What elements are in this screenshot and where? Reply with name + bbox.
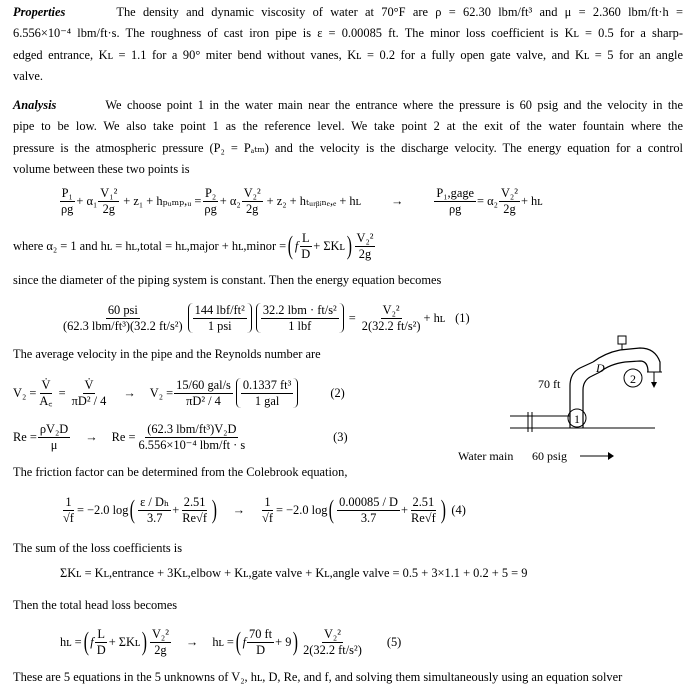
equation-5: hʟ = ( f $\frac{L}{D}$ + ΣKʟ ) $\frac{\text{V₂²}}{2g}$ → hʟ = ( f $\frac{70 ft}{D}$ + 9 ) $\frac{\text{V₂²}}{\text{2(32.2 ft/s²)}}$ (5) — [60, 627, 402, 657]
properties-line-2: 6.556×10⁻⁴ lbm/ft·s. The roughness of cast iron pipe is ε = 0.00085 ft. The minor loss coefficient is Kʟ = 0.5 for a sharp- — [13, 26, 683, 41]
arrow: → — [390, 193, 404, 208]
head-loss-line: Then the total head loss becomes — [13, 598, 178, 612]
properties-line-4: valve. — [13, 69, 43, 84]
frac-v1: $\frac{\text{V₁²}}{2g}$ — [100, 186, 118, 216]
equation-4: $\frac{1}{√f}$ = −2.0 log ( $\frac{\text{ε / Dₕ}}{3.7}$ + $\frac{2.51}{Re√f}$ ) → $\frac{1}{√f}$ = −2.0 log ( $\frac{0.00085 / D}{3.7}$ + $\frac{2.51}{Re√f}$ ) (4) — [63, 495, 466, 525]
frac-v2-gage: $\frac{\text{V₂²}}{2g}$ — [500, 186, 518, 216]
analysis-line-3: pressure is the atmospheric pressure (P₂ = Pₐₜₘ) and the velocity is the discharge velocity. The energy equation for a control — [13, 140, 683, 155]
label-70ft: 70 ft — [538, 377, 561, 391]
water-main-label: Water main — [458, 449, 514, 463]
final-line: These are 5 equations in the 5 unknowns of V₂, hʟ, D, Re, and f, and solving them simultaneously using an equation solver — [13, 670, 623, 684]
eq1-label: (1) — [455, 310, 470, 325]
frac-p2: $\frac{\text{P₂}}{\rho g}$ — [204, 186, 217, 216]
analysis-paragraph — [13, 95, 683, 181]
equation-2: V₂ = $\frac{V̇}{A꜀}$ = $\frac{V̇}{\text{πD² / 4}}$ → V₂ = $\frac{\text{15/60 gal/s}}{\text{πD² / 4}}$ $\frac{\text{0.1337 ft³}}{\text{1 gal}}$ (2) — [13, 378, 345, 408]
angle-valve — [618, 336, 626, 344]
sum-line: The sum of the loss coefficients is — [13, 541, 183, 555]
equation-3: Re = $\frac{\text{ρV₂D}}{\mu}$ → Re = $\frac{\text{(62.3 lbm/ft³)V₂D}}{\text{6.556×10⁻⁴ lbm/ft · s}}$ (3) — [13, 422, 348, 452]
eq2-label: (2) — [330, 385, 345, 400]
eq4-label: (4) — [451, 502, 466, 517]
point-1-label: 1 — [574, 412, 580, 426]
equation-1: $\frac{\text{60 psi}}{\text{(62.3 lbm/ft³)(32.2 ft/s²)}}$ $\frac{\text{144 lbf/ft²}}{\text{1 psi}}$ $\frac{\text{32.2 lbm · ft/s²}}{\text{1 lbf}}$ = $\frac{\text{V₂²}}{\text{2(32.2 ft/s²)}}$ + hʟ (1) — [63, 303, 470, 333]
sum-equation: ΣKʟ = Kʟ,entrance + 3Kʟ,elbow + Kʟ,gate valve + Kʟ,angle valve = 0.5 + 3×1.1 + 0.2 + 5 = 9 — [60, 566, 528, 580]
gate-valve — [528, 412, 532, 432]
friction-line: The friction factor can be determined from the Colebrook equation, — [13, 465, 348, 479]
properties-paragraph — [13, 2, 683, 88]
energy-equation: $\frac{\text{P₁}}{\rho g}$ + α₁ $\frac{\text{V₁²}}{2g}$ + z₁ + hₚᵤₘₚ,ᵤ = $\frac{\text{P₂}}{\rho g}$ + α₂ $\frac{\text{V₂²}}{2g}$ + z₂ + hₜᵤᵣᵦᵢₙₑ,ₑ + hʟ → $\frac{\text{P₁,gage}}{\rho g}$ = α₂ $\frac{\text{V₂²}}{2g}$ + hʟ — [61, 186, 543, 216]
analysis-line-2: pipe to be low. We also take point 1 as the reference level. We take point 2 at the exit of the water fountain where the — [13, 119, 683, 134]
frac-p1: $\frac{\text{P₁}}{\rho g}$ — [61, 186, 74, 216]
properties-line-3: edged entrance, Kʟ = 1.1 for a 90° miter bend without vanes, Kʟ = 0.2 for a fully open gate valve, and Kʟ = 5 for an angle — [13, 47, 683, 62]
frac-v2: $\frac{\text{V₂²}}{2g}$ — [243, 186, 261, 216]
frac-pgage: $\frac{\text{P₁,gage}}{\rho g}$ — [436, 186, 475, 216]
point-2-label: 2 — [630, 372, 636, 386]
fountain-diagram — [450, 328, 690, 478]
eq3-label: (3) — [333, 429, 348, 444]
properties-line-1: Properties The density and dynamic viscosity of water at 70°F are ρ = 62.30 lbm/ft³ and μ = 2.360 lbm/ft·h = — [13, 5, 683, 19]
analysis-line-4: volume between these two points is — [13, 162, 190, 177]
main-pipe — [510, 416, 570, 428]
psig-label: 60 psig — [532, 449, 568, 463]
avg-velocity-line: The average velocity in the pipe and the Reynolds number are — [13, 347, 321, 361]
analysis-line-1: Analysis We choose point 1 in the water main near the entrance where the pressure is 60 psig and the velocity in the — [13, 98, 683, 112]
diameter-line: since the diameter of the piping system is constant. Then the energy equation becomes — [13, 273, 442, 287]
properties-heading: Properties — [13, 5, 66, 19]
label-d: D — [596, 361, 605, 375]
where-equation: where α₂ = 1 and hʟ = hʟ,total = hʟ,major + hʟ,minor = ( f $\frac{L}{D}$ + ΣKʟ ) $\frac{\text{V₂²}}{2g}$ — [13, 231, 374, 261]
eq5-label: (5) — [386, 634, 402, 649]
analysis-heading: Analysis — [13, 98, 57, 112]
